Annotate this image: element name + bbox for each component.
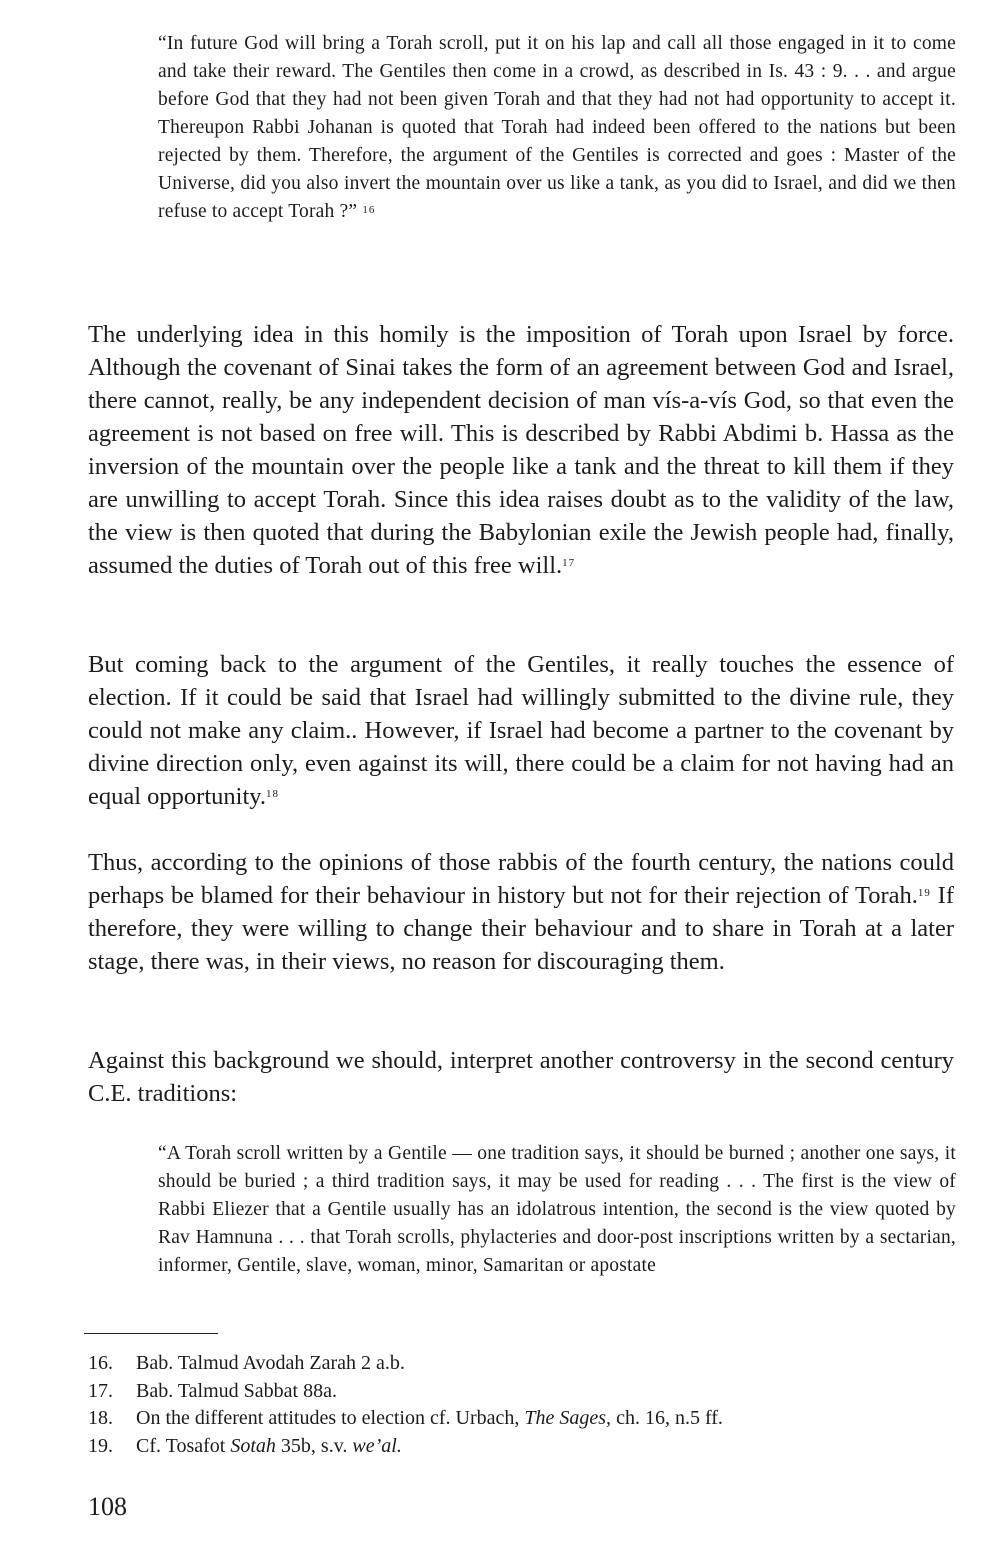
footnote-ref-16: 16 [362, 204, 376, 216]
paragraph-text-before: Thus, according to the opinions of those rabbis of the fourth century, the nations could perhaps be blamed for their behaviour in history but not for their rejection of Torah. [88, 849, 954, 909]
paragraph-imposition-of-torah [88, 318, 954, 582]
footnote-text-before: Cf. Tosafot [136, 1434, 231, 1457]
footnote-16 [88, 1350, 968, 1378]
footnote-19 [88, 1433, 968, 1461]
paragraph-essence-of-election [88, 648, 954, 813]
footnote-17 [88, 1378, 968, 1406]
paragraph-text: Against this background we should, interpret another controversy in the second century C.E. traditions: [88, 1047, 954, 1107]
block-quote-gentiles-argument [158, 30, 956, 226]
footnote-text: Bab. Talmud Sabbat 88a. [136, 1379, 337, 1402]
paragraph-text-after: If therefore, they were willing to change their behaviour and to share in Torah at a later stage, there was, in their views, no reason for discouraging them. [88, 882, 954, 975]
footnote-text-after: ch. 16, n.5 ff. [611, 1407, 723, 1429]
paragraph-second-century-controversy [88, 1044, 954, 1110]
footnote-text-before: On the different attitudes to election cf. Urbach, [136, 1407, 525, 1429]
paragraph-text: The underlying idea in this homily is the imposition of Torah upon Israel by force. Although the covenant of Sinai takes the form of an agreement between God and Israel, there cannot, really, be any independent decision of man vís-a-vís God, so that even the agreement is not based on free will. This is described by Rabbi Abdimi b. Hassa as the inversion of the mountain over the people like a tank and the threat to kill them if they are unwilling to accept Torah. Since this idea raises doubt as to the validity of the law, the view is then quoted that during the Babylonian exile the Jewish people had, finally, assumed the duties of Torah out of this free will. [88, 321, 954, 579]
footnote-number: 19. [88, 1434, 113, 1457]
footnote-text-middle: 35b, s.v. [275, 1434, 353, 1457]
footnote-number: 17. [88, 1379, 113, 1402]
quote-text: “In future God will bring a Torah scroll, put it on his lap and call all those engaged in it to come and take their reward. The Gentiles then come in a crowd, as described in Is. 43 : 9. . . and argue before God that they had not been given Torah and that they had not had opportunity to accept it. Thereupon Rabbi Johanan is quoted that Torah had indeed been offered to the nations but been rejected by them. Therefore, the argument of the Gentiles is corrected and goes : Master of the Universe, did you also invert the mountain over us like a tank, as you did to Israel, and did we then refuse to accept Torah ?” [158, 33, 956, 222]
footnote-divider [84, 1333, 218, 1334]
footnote-ref-17: 17 [562, 557, 576, 569]
footnote-book-title: The Sages, [524, 1407, 612, 1429]
footnotes [88, 1350, 968, 1460]
footnote-number: 18. [88, 1407, 113, 1429]
block-quote-torah-scroll-gentile [158, 1140, 956, 1280]
paragraph-fourth-century-rabbis [88, 846, 954, 978]
footnote-ref-18: 18 [266, 788, 280, 800]
footnote-tractate: Sotah [230, 1434, 276, 1457]
paragraph-text: But coming back to the argument of the Gentiles, it really touches the essence of election. If it could be said that Israel had willingly submitted to the divine rule, they could not make any claim.. However, if Israel had become a partner to the covenant by divine direction only, even against its will, there could be a claim for not having had an equal opportunity. [88, 651, 954, 810]
page-number: 108 [88, 1492, 127, 1521]
footnote-ref-19: 19 [917, 887, 931, 899]
quote-text: “A Torah scroll written by a Gentile — one tradition says, it should be burned ; another one says, it should be buried ; a third tradition says, it may be used for reading . . . The first is the view of Rabbi Eliezer that a Gentile usually has an idolatrous intention, the second is the view quoted by Rav Hamnuna . . . that Torah scrolls, phylacteries and door-post inscriptions written by a sectarian, informer, Gentile, slave, woman, minor, Samaritan or apostate [158, 1143, 956, 1276]
footnote-text: Bab. Talmud Avodah Zarah 2 a.b. [136, 1352, 405, 1374]
footnote-heading: we’al. [352, 1434, 402, 1457]
footnote-18 [88, 1405, 968, 1433]
footnote-number: 16. [88, 1352, 113, 1374]
